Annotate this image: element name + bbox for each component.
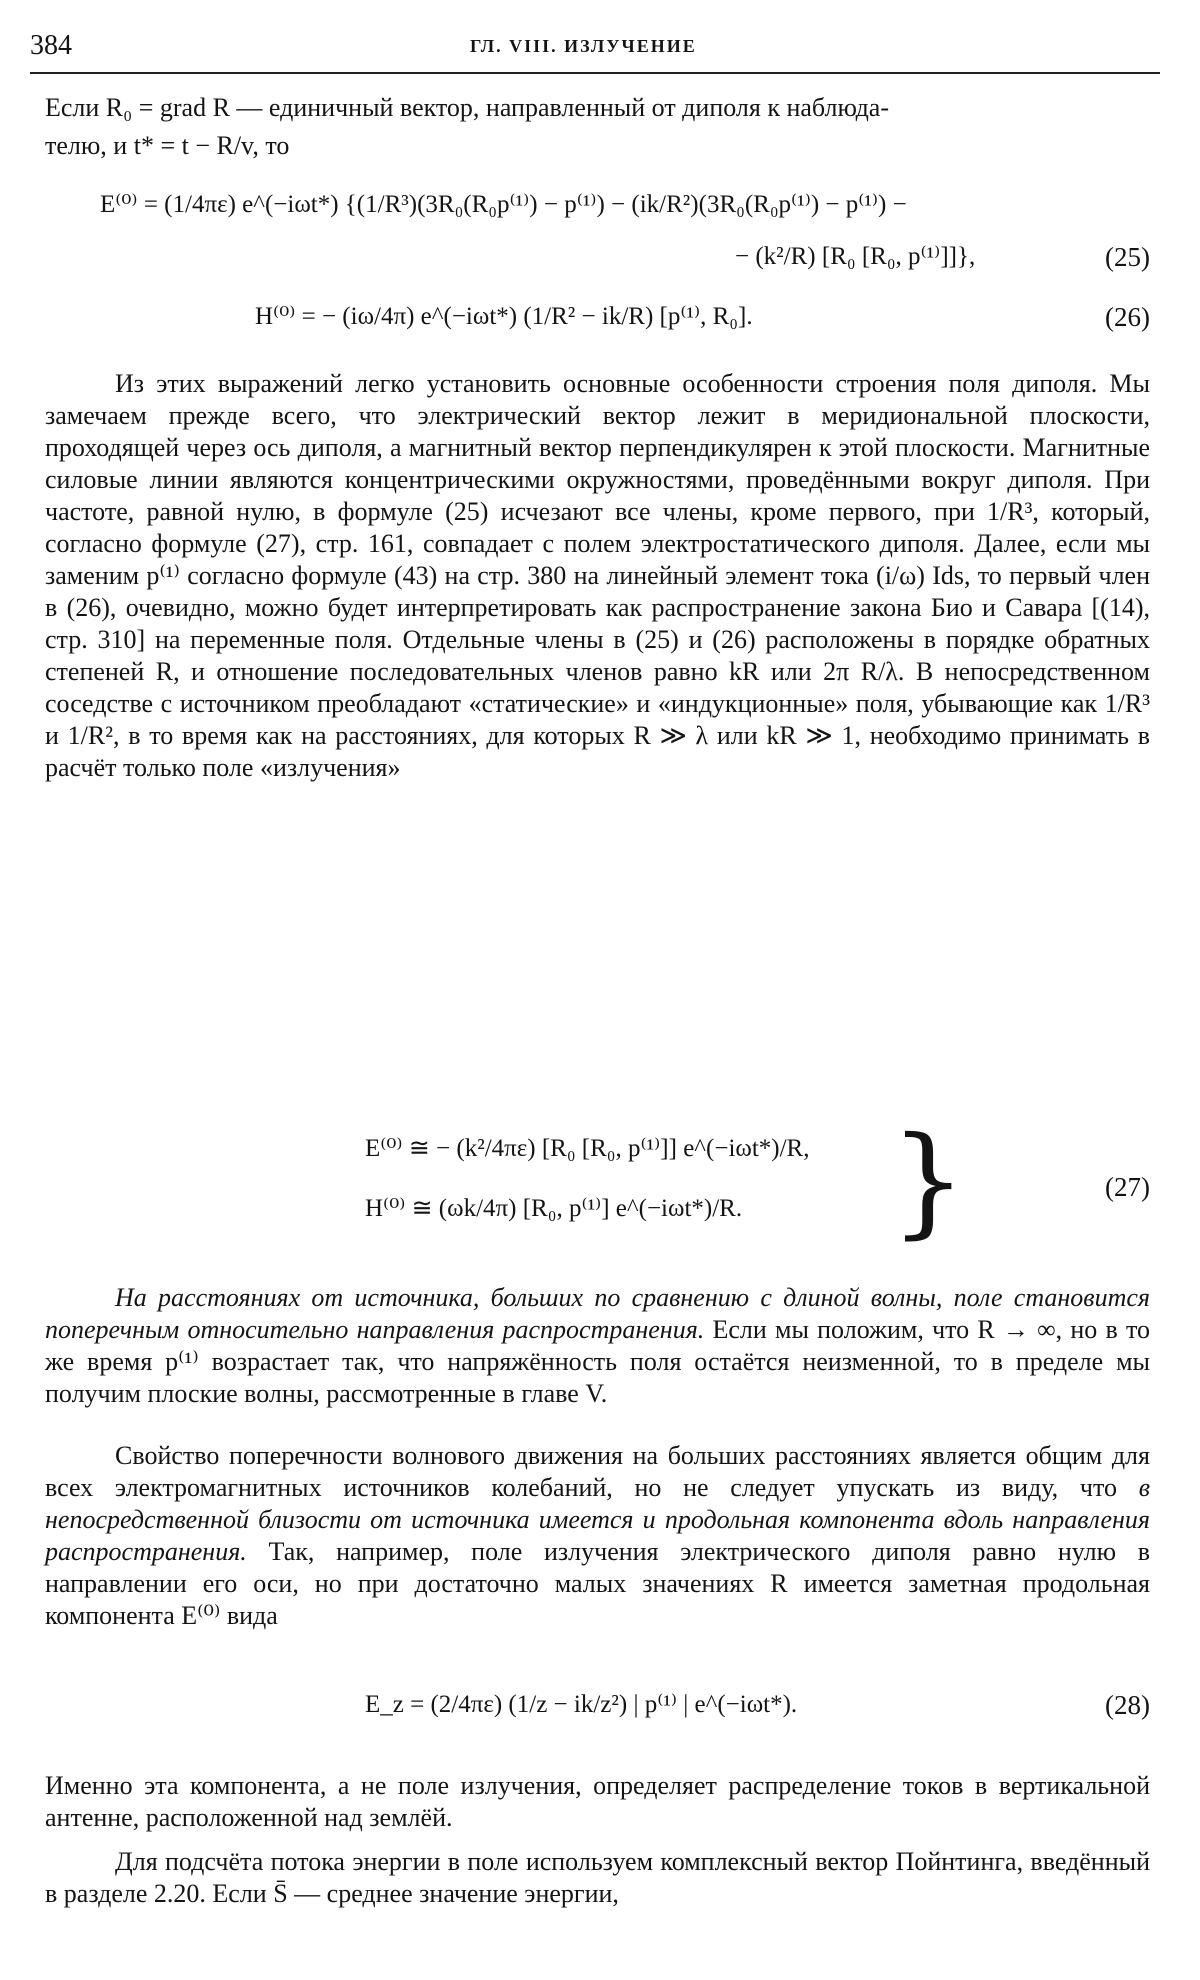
equation-25-line-2: − (k²/R) [R₀ [R₀, p⁽¹⁾]]}, [735, 243, 976, 270]
equation-25-number: (25) [1105, 242, 1150, 272]
paragraph-5-text: Для подсчёта потока энергии в поле используем комплексный вектор Пойнтинга, введённый в разделе 2.20. Если S̄ — среднее значение энергии, [45, 1847, 1150, 1908]
equation-25-line-1: E⁽⁰⁾ = (1/4πε) e^(−iωt*) {(1/R³)(3R₀(R₀p⁽¹⁾) − p⁽¹⁾) − (ik/R²)(3R₀(R₀p⁽¹⁾) − p⁽¹⁾) − [100, 191, 907, 218]
equation-28-text: E_z = (2/4πε) (1/z − ik/z²) | p⁽¹⁾ | e^(−iωt*). [365, 1691, 798, 1718]
equation-27 [45, 1112, 1150, 1251]
page-number: 384 [30, 30, 72, 61]
intro-text [45, 92, 1150, 162]
equation-26-text: H⁽⁰⁾ = − (iω/4π) e^(−iωt*) (1/R² − ik/R) [p⁽¹⁾, R₀]. [255, 303, 753, 330]
paragraph-1 [45, 368, 1150, 784]
running-head: ГЛ. VIII. ИЗЛУЧЕНИЕ [470, 36, 697, 56]
intro-line-2: телю, и t* = t − R/v, то [45, 131, 290, 160]
equation-25 [45, 188, 1150, 278]
paragraph-2-italic: На расстояниях от источника, больших по сравнению с длиной волны, поле становится поперечным относительно направления распространения. [45, 1283, 1150, 1344]
equation-26-number: (26) [1105, 302, 1150, 332]
paragraph-4 [45, 1770, 1150, 1834]
paragraph-2-text [45, 1282, 1150, 1410]
intro-line-1: Если R₀ = grad R — единичный вектор, направленный от диполя к наблюда- [45, 93, 889, 122]
right-brace: } [890, 1112, 967, 1251]
paragraph-3-end: Так, например, поле излучения электрического диполя равно нулю в направлении его оси, но при достаточно малых значениях R имеется заметная продольная компонента E⁽⁰⁾ вида [45, 1537, 1150, 1630]
equation-28 [45, 1688, 1150, 1728]
paragraph-3-start: Свойство поперечности волнового движения на больших расстояниях является общим для всех электромагнитных источников колебаний, но не следует упускать из виду, что [45, 1441, 1150, 1502]
paragraph-3-italic: в непосредственной близости от источника имеется и продольная компонента вдоль направления распространения. [45, 1473, 1150, 1566]
paragraph-4-text: Именно эта компонента, а не поле излучения, определяет распределение токов в вертикальной антенне, расположенной над землёй. [45, 1771, 1150, 1832]
paragraph-5 [45, 1846, 1150, 1910]
paragraph-2-rest: Если мы положим, что R → ∞, но в то же время p⁽¹⁾ возрастает так, что напряжённость поля остаётся неизменной, то в пределе мы получим плоские волны, рассмотренные в главе V. [45, 1315, 1150, 1408]
paragraph-2 [45, 1282, 1150, 1410]
equation-26 [45, 300, 1150, 340]
equation-27-number: (27) [1105, 1172, 1150, 1202]
equation-28-number: (28) [1105, 1690, 1150, 1720]
equation-27-line-2: H⁽⁰⁾ ≅ (ωk/4π) [R₀, p⁽¹⁾] e^(−iωt*)/R. [365, 1195, 743, 1222]
paragraph-3 [45, 1440, 1150, 1632]
equation-27-line-1: E⁽⁰⁾ ≅ − (k²/4πε) [R₀ [R₀, p⁽¹⁾]] e^(−iωt*)/R, [365, 1135, 810, 1162]
paragraph-3-text [45, 1440, 1150, 1632]
page-header [30, 28, 1160, 74]
paragraph-1-text: Из этих выражений легко установить основные особенности строения поля диполя. Мы замечаем прежде всего, что электрический вектор лежит в меридиональной плоскости, проходящей через ось диполя, а магнитный вектор перпендикулярен к этой плоскости. Магнитные силовые линии являются концентрическими окружностями, проведёнными вокруг диполя. При частоте, равной нулю, в формуле (25) исчезают все члены, кроме первого, при 1/R³, который, согласно формуле (27), стр. 161, совпадает с полем электростатического диполя. Далее, если мы заменим p⁽¹⁾ согласно формуле (43) на стр. 380 на линейный элемент тока (i/ω) Ids, то первый член в (26), очевидно, можно будет интерпретировать как распространение закона Био и Савара [(14), стр. 310] на переменные поля. Отдельные члены в (25) и (26) расположены в порядке обратных степеней R, и отношение последовательных членов равно kR или 2π R/λ. В непосредственном соседстве с источником преобладают «статические» и «индукционные» поля, убывающие как 1/R³ и 1/R², в то время как на расстояниях, для которых R ≫ λ или kR ≫ 1, необходимо принимать в расчёт только поле «излучения» [45, 369, 1150, 782]
